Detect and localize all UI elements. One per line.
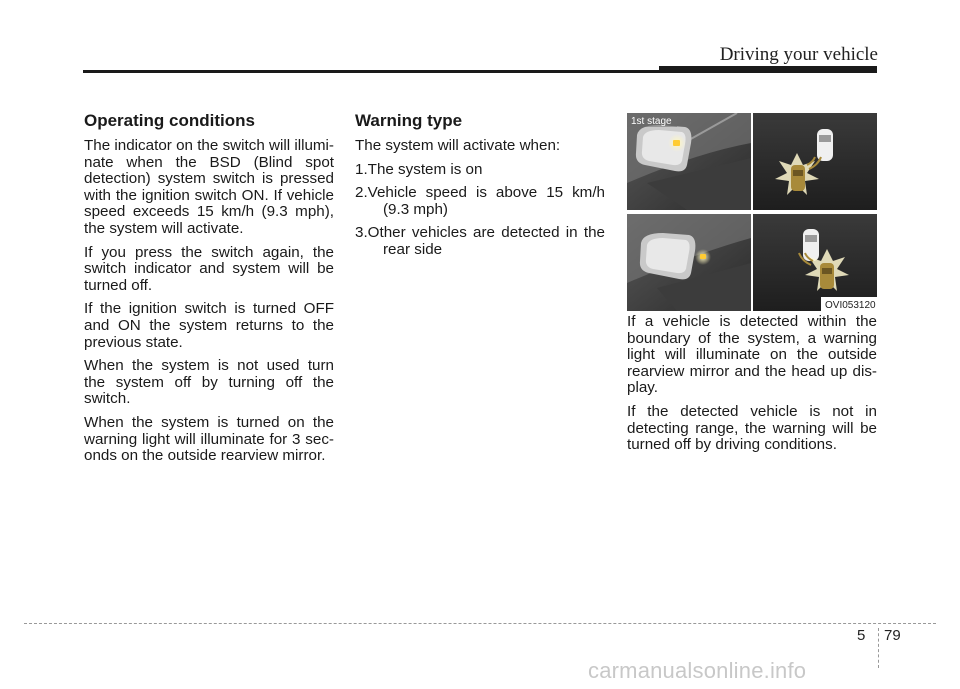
page-number: 79	[884, 627, 901, 644]
operating-conditions-heading: Operating conditions	[84, 111, 255, 130]
footer-rule	[24, 623, 936, 624]
host-car-icon	[803, 229, 819, 261]
topview-panel-bottom	[753, 214, 877, 311]
detected-vehicle-icon	[820, 263, 834, 289]
paragraph: When the system is turned on the warning light will illuminate for 3 sec-onds on the outside rearview mirror.	[84, 413, 334, 465]
header-title: Driving your vehicle	[719, 44, 878, 65]
side-mirror-icon	[636, 125, 691, 171]
intro-text: The system will activate when:	[355, 137, 561, 154]
header-rule	[83, 70, 661, 73]
bsd-warning-illustration	[627, 113, 877, 311]
list-item: 3.Other vehicles are detected in the rear side	[355, 224, 605, 258]
section-number: 5	[857, 627, 866, 644]
watermark: carmanualsonline.info	[588, 658, 807, 683]
footer-divider	[878, 628, 879, 668]
paragraph: When the system is not used turn the system off by turning off the switch.	[84, 357, 334, 408]
mirror-panel-bottom	[627, 214, 751, 311]
paragraph: If you press the switch again, the switch indicator and system will be turned off.	[84, 243, 334, 294]
warning-type-section	[355, 111, 605, 266]
detection-description-section	[627, 314, 877, 461]
host-car-icon	[817, 129, 833, 161]
detected-vehicle-icon	[791, 165, 805, 191]
warning-type-heading: Warning type	[355, 111, 463, 130]
topview-panel-top	[753, 113, 877, 210]
paragraph: If the ignition switch is turned OFF and ON the system returns to the previous state.	[84, 300, 334, 351]
stage-label: 1st stage	[631, 116, 672, 127]
list-item: 2.Vehicle speed is above 15 km/h (9.3 mph)	[355, 184, 605, 218]
paragraph: If a vehicle is detected within the boundary of the system, a warning light will illuminate on the outside rearview mirror and the head up dis-play.	[627, 313, 877, 397]
header-rule-accent	[659, 66, 877, 73]
list-item: 1.The system is on	[355, 160, 483, 178]
mirror-panel-top	[627, 113, 751, 210]
paragraph: If the detected vehicle is not in detecting range, the warning will be turned off by driving conditions.	[627, 402, 877, 454]
operating-conditions-section	[84, 111, 334, 472]
paragraph: The indicator on the switch will illumi-nate when the BSD (Blind spot detection) system switch is pressed with the ignition switch ON. If vehicle speed exceeds 15 km/h (9.3 mph), the system will activate.	[84, 137, 334, 237]
figure-code: OVI053120	[825, 300, 876, 311]
